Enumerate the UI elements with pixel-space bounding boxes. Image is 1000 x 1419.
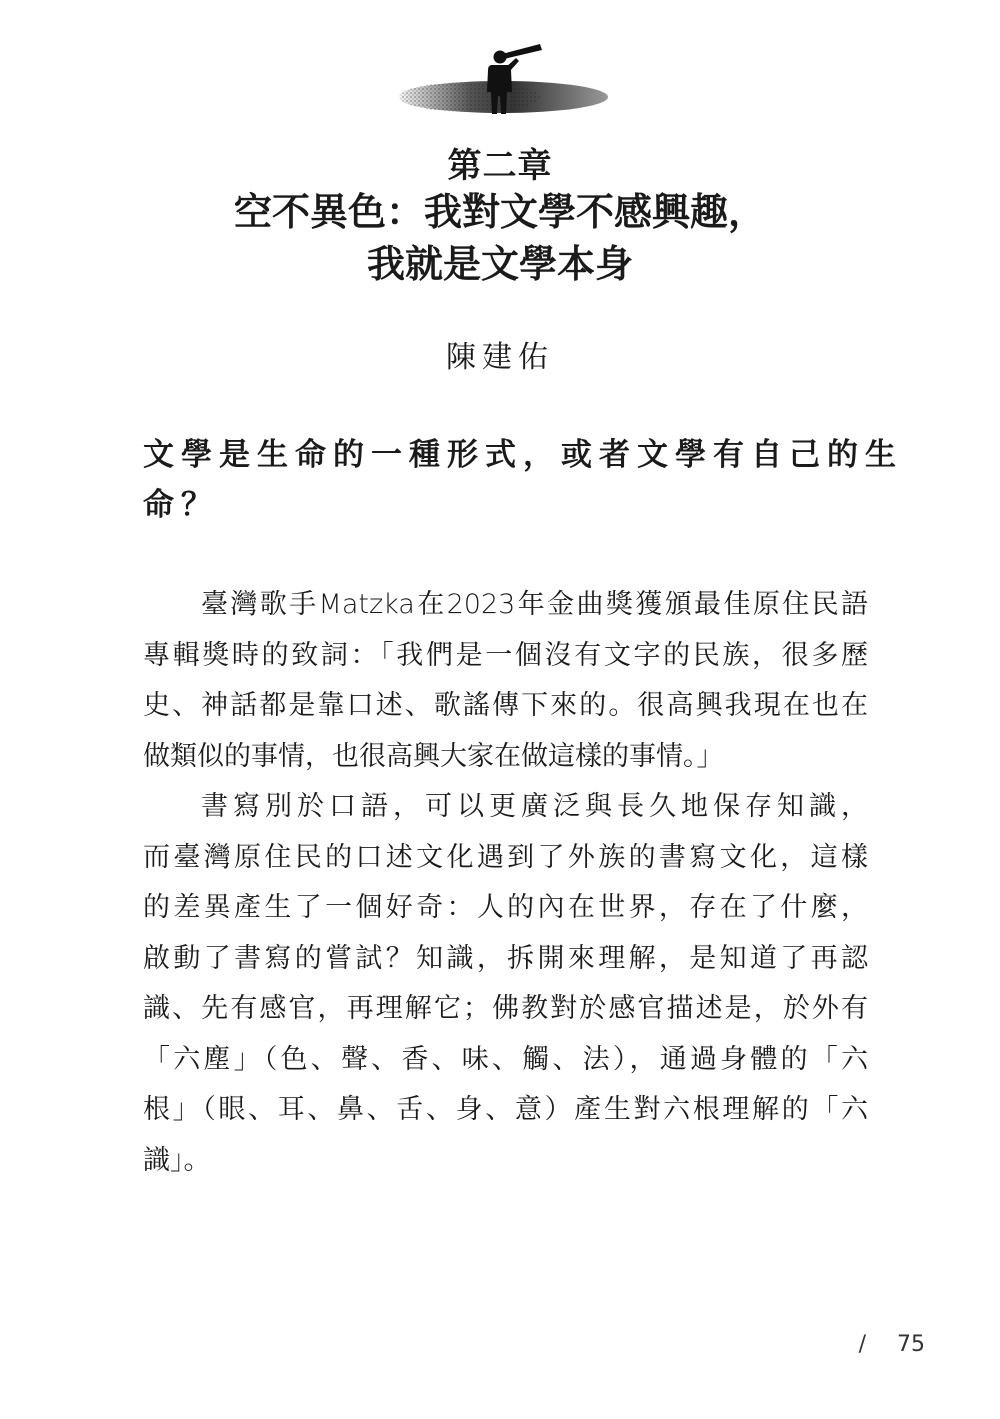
section-heading-line: 文學是生命的一種形式，或者文學有自己的生 (143, 437, 903, 473)
paragraph-line: 書寫別於口語，可以更廣泛與長久地保存知識， (201, 791, 868, 822)
chapter-number: 第二章 (447, 146, 553, 186)
author-name: 陳建佑 (446, 340, 554, 375)
paragraph (143, 782, 868, 1186)
paragraph-line: 而臺灣原住民的口述文化遇到了外族的書寫文化，這樣 (143, 841, 868, 873)
body-text (143, 580, 868, 1186)
paragraph-line: 啟動了書寫的嘗試？知識，拆開來理解，是知道了再認 (143, 942, 868, 974)
section-heading (143, 430, 903, 530)
paragraph-line: 做類似的事情，也很高興大家在做這樣的事情。」 (143, 740, 724, 772)
paragraph-line: 根」（眼、耳、鼻、舌、身、意）產生對六根理解的「六 (143, 1094, 868, 1125)
footer-slash: / (858, 1332, 866, 1357)
paragraph-line: 的差異產生了一個好奇：人的內在世界，存在了什麼， (143, 892, 868, 923)
page-number: 75 (897, 1332, 925, 1357)
paragraph-line: 專輯獎時的致詞：「我們是一個沒有文字的民族，很多歷 (143, 639, 868, 671)
chapter-title (0, 186, 1000, 290)
chapter-title-line: 空不異色：我對文學不感興趣， (233, 189, 766, 234)
telescope-figure-emblem (390, 40, 614, 126)
paragraph-line: 識」。 (143, 1144, 211, 1176)
page-footer (859, 1332, 925, 1357)
chapter-title-line: 我就是文學本身 (366, 241, 633, 286)
paragraph-line: 史、神話都是靠口述、歌謠傳下來的。很高興我現在也在 (143, 690, 868, 721)
paragraph (143, 580, 868, 782)
paragraph-line: 臺灣歌手Matzka在2023年金曲獎獲頒最佳原住民語 (201, 589, 868, 620)
paragraph-line: 識、先有感官，再理解它；佛教對於感官描述是，於外有 (143, 993, 868, 1024)
paragraph-line: 「六塵」（色、聲、香、味、觸、法），通過身體的「六 (143, 1043, 868, 1075)
section-heading-line: 命？ (143, 487, 219, 523)
